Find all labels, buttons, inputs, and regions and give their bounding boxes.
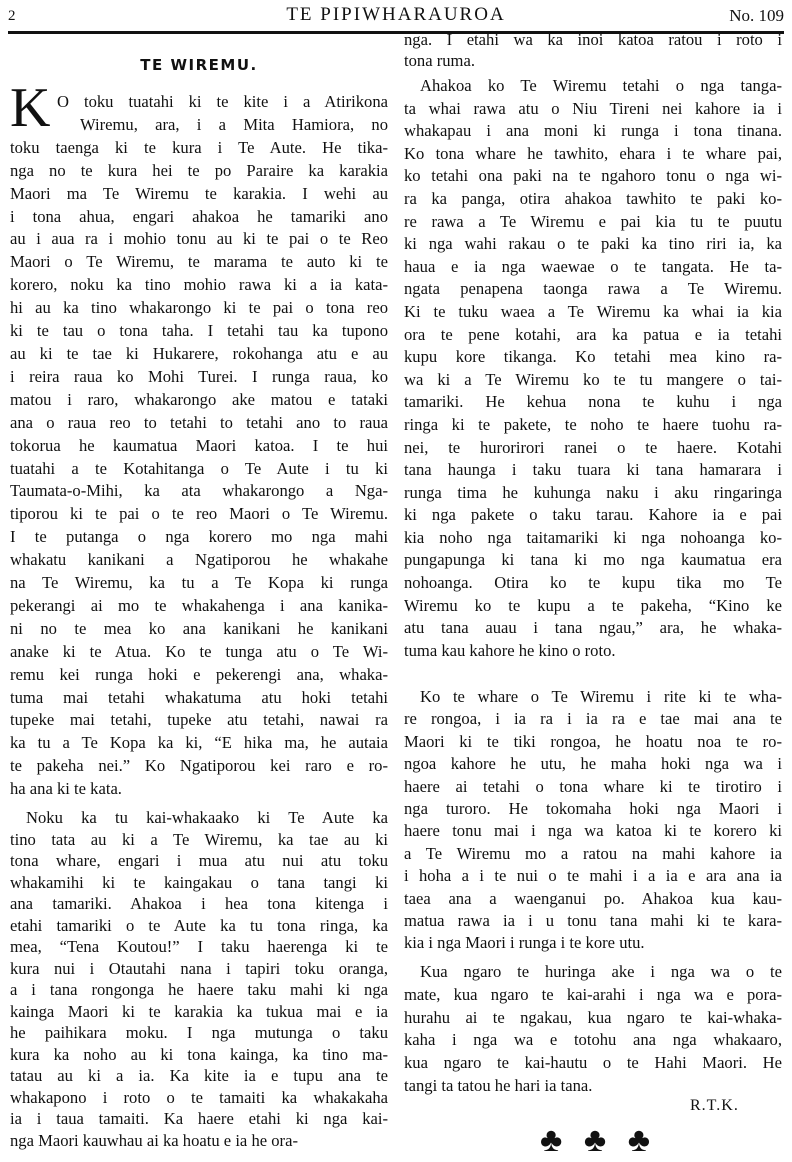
- right-paragraph-1: [404, 29, 782, 71]
- text-line: atu tana auau i tana ngau,” ara, he whaka-: [404, 618, 782, 638]
- text-line: tuma mai tetahi whakatuma atu hoki tetahi: [10, 687, 388, 707]
- text-line: whakapono i roto o te tamaiti ka whakakaha: [10, 1087, 388, 1107]
- text-line: Ko tona whare he tawhito, ehara i te whare pai,: [404, 143, 782, 163]
- page-number: 2: [8, 8, 17, 24]
- text-line: re rawa a Te Wiremu e pai kia tu te puutu: [404, 211, 782, 231]
- text-line: nga no te kura hei te po Paraire ka karakia: [10, 160, 388, 180]
- text-line: tatau au ki a ia. Ka kite ia e tupu ana te: [10, 1066, 388, 1085]
- text-line: runga tima he kuhunga naku i aku ringaringa: [404, 482, 782, 502]
- text-line: Ahakoa ko Te Wiremu tetahi o nga tanga-: [420, 76, 782, 95]
- text-line: ora te pene kotahi, ara ka patua e ia tetahi: [404, 324, 782, 344]
- text-line: haere tonu mai i nga wa katoa ki te korero ki: [404, 821, 782, 841]
- text-line: a i tana rongonga he haere taku mahi ki nga: [10, 980, 388, 999]
- text-line: whakamihi ki te kaingakau o tana tangi ki: [10, 872, 388, 892]
- text-line: Ko te whare o Te Wiremu i rite ki te wha-: [420, 687, 782, 706]
- text-line: Maori ma Te Wiremu te karakia. I wehi au: [10, 183, 388, 203]
- text-line: mate, kua ngaro te kai-arahi i nga wa e pora-: [404, 984, 782, 1004]
- text-line: Wiremu, ara, i a Mita Hamiora, no: [80, 114, 388, 134]
- text-line: kura ka noho au ki tona kainga, ka tino ma-: [10, 1044, 388, 1064]
- text-line: tino tata au ki a Te Wiremu, ka tae au ki: [10, 829, 388, 849]
- text-line: tona whare, engari i mua atu nui atu toku: [10, 851, 388, 870]
- text-line: i hoha a i te nui o te mahi i a ia e ara ana ia: [404, 866, 782, 886]
- text-line: haua e ia nga waewae o te tangata. He ta-: [404, 256, 782, 276]
- left-paragraph-2: [10, 807, 388, 1151]
- text-line: tuma kau kahore he kino o roto.: [404, 640, 616, 660]
- text-line: korero, noku ka tino mohio rawa ki a ia kata-: [10, 275, 388, 295]
- text-line: i tona ahua, engari ahakoa he tamariki ano: [10, 206, 388, 226]
- text-line: wa ki a Te Wiremu ko te tu mangere o tai-: [404, 369, 782, 389]
- text-line: ia i taua tamaiti. Ka haere etahi ki nga kai-: [10, 1109, 388, 1128]
- drop-cap: K: [10, 77, 51, 139]
- text-line: haere ai tetahi o tona whare ki te tirotiro i: [404, 776, 782, 796]
- newspaper-title: TE PIPIWHARAUROA: [286, 4, 506, 25]
- text-line: mea, “Tena Koutou!” I taku haerenga ki te: [10, 937, 388, 956]
- text-line: tangi ta tatou he hari ia tana.: [404, 1075, 593, 1095]
- text-line: kia noho nga taitamariki ki nga nohoanga ko-: [404, 527, 782, 547]
- text-line: Wiremu ko te kupu a te pakeha, “Kino ke: [404, 595, 782, 615]
- text-line: kua ngaro te kai-hautu o te Hahi Maori. He: [404, 1053, 782, 1073]
- text-line: Maori o Te Wiremu, te marama te auto ki te: [10, 252, 388, 272]
- text-line: kaha i nga wa e totohu ana nga whakaaro,: [404, 1030, 782, 1050]
- text-line: ka tu a Te Kopa ka ki, “E hika ma, he autaia: [10, 733, 388, 753]
- text-line: au i aua ra i mohio tonu au ki te pai o te Reo: [10, 229, 388, 249]
- text-line: re rongoa, i ia ra i ia ra e tae mai ana te: [404, 709, 782, 729]
- text-line: nga Maori kauwhau ai ka hoatu e ia he ora-: [10, 1130, 298, 1150]
- text-line: etahi tamariki o te Aute ka tu tona ringa, ka: [10, 915, 388, 935]
- text-line: matua rawa ia i u tonu tana mahi ki te kara-: [404, 911, 782, 931]
- text-line: tupeke mai tetahi, tupeke atu tetahi, nawai ra: [10, 710, 388, 730]
- text-line: whakapau i ana moni ki runga i tona tinana.: [404, 121, 782, 141]
- text-line: pungapunga ki tana ki mo nga kaumatua era: [404, 550, 782, 570]
- text-line: pekerangi ai mo te whakahenga i ana kanika-: [10, 595, 388, 615]
- text-line: i reira raua ko Mohi Turei. I runga raua, ko: [10, 366, 388, 386]
- text-line: nei, te hurorirori ranei o te haere. Kotahi: [404, 437, 782, 457]
- text-line: tamariki. He kehua nona te kuhu i nga: [404, 392, 782, 412]
- text-line: a Te Wiremu mo a ratou na mahi kahore ia: [404, 843, 782, 863]
- text-line: Ki te tuku waea a Te Wiremu ka whai ia kia: [404, 301, 782, 321]
- text-line: matou i raro, whakarongo ake matou e tataki: [10, 389, 388, 409]
- right-paragraph-3: [404, 686, 782, 955]
- text-line: au ki te tae ki Hukarere, rokohanga atu e au: [10, 343, 388, 363]
- text-line: tana haunga i taku tuara ki tana hamarara i: [404, 460, 782, 480]
- text-line: Kua ngaro te huringa ake i nga wa o te: [420, 962, 782, 981]
- text-line: nga. I etahi wa ka inoi katoa ratou i roto i: [404, 30, 782, 49]
- text-line: ko tetahi ona paki na te ngahoro tonu o nga wi-: [404, 166, 782, 186]
- issue-number: No. 109: [729, 6, 784, 25]
- text-line: nga turoro. He tokomaha hoki nga Maori i: [404, 799, 782, 819]
- text-line: anake ki te Atua. Ko te tunga atu o Te Wi-: [10, 641, 388, 661]
- text-line: ngoa kahore he utu, he maha hoki nga wa i: [404, 754, 782, 774]
- right-paragraph-2: [404, 75, 782, 662]
- text-line: kainga Maori ki te karakia ka tukua mai e ia: [10, 1001, 388, 1021]
- article-title: TE WIREMU.: [140, 56, 258, 74]
- text-line: na Te Wiremu, ka tu a Te Kopa ki runga: [10, 573, 388, 593]
- text-line: O toku tuatahi ki te kite i a Atirikona: [57, 92, 388, 111]
- text-line: ki te tau o tona taha. I tetahi tau ka tupono: [10, 321, 388, 341]
- text-line: tuatahi a te Kotahitanga o Te Aute i tu ki: [10, 458, 388, 478]
- text-line: Noku ka tu kai-whakaako ki Te Aute ka: [26, 808, 388, 827]
- text-line: tona ruma.: [404, 51, 475, 70]
- text-line: he paihikara moku. I nga mutunga o taku: [10, 1023, 388, 1042]
- signature: R.T.K.: [690, 1097, 739, 1114]
- text-line: toku taenga ki te kura i Te Aute. He tika-: [10, 137, 388, 157]
- right-paragraph-4: [404, 961, 782, 1098]
- text-line: ra ka panga, otira ahakoa tawhito te paki ko-: [404, 188, 782, 208]
- text-line: ki nga pakete o taku tarau. Kahore ia e pai: [404, 505, 782, 525]
- text-line: whakatu kanikani a Ngatiporou he whakahe: [10, 550, 388, 570]
- text-line: tokorua he kaumatua Maori katoa. I te hui: [10, 435, 388, 455]
- clover-icon: ♣: [583, 1122, 607, 1159]
- text-line: ringa ki te pakete, te noho te haere tuohu ra-: [404, 414, 782, 434]
- text-line: taea ana a waenganui po. Ahakoa kua kau-: [404, 888, 782, 908]
- text-line: ana tamariki. Ahakoa i hea tona kitenga i: [10, 894, 388, 913]
- text-line: ni no te mea ko ana kanikani he kanikani: [10, 618, 388, 638]
- text-line: remu kei runga hoki e pekerengi ana, whaka-: [10, 664, 388, 684]
- text-line: hi au ka tino whakarongo ki te pai o tona reo: [10, 298, 388, 318]
- text-line: ngata penapena taonga rawa a Te Wiremu.: [404, 279, 782, 299]
- text-line: nohoanga. Otira ko te kupu tika mo Te: [404, 573, 782, 593]
- text-line: tiporou ki te pai o te reo Maori o Te Wiremu.: [10, 504, 388, 524]
- clover-icon: ♣: [540, 1122, 563, 1159]
- text-line: ta whai rawa atu o Niu Tireni nei kahore ia i: [404, 98, 782, 118]
- text-line: kia i nga Maori i runga i te kore utu.: [404, 933, 645, 953]
- left-paragraph-1: [10, 91, 388, 801]
- text-line: ki nga wahi rakau o te paki ka tino riri ia, ka: [404, 234, 782, 254]
- clover-icon: ♣: [627, 1122, 650, 1159]
- text-line: Taumata-o-Mihi, ka ata whakarongo a Nga-: [10, 481, 388, 501]
- text-line: hurahu ai te ngakau, kua ngaro te kai-whaka-: [404, 1007, 782, 1027]
- text-line: kupu kore tikanga. Ko tetahi mea kino ra-: [404, 347, 782, 367]
- text-line: ana o raua reo to tetahi to tetahi ano to raua: [10, 412, 388, 432]
- text-line: I te putanga o nga korero mo nga mahi: [10, 527, 388, 547]
- text-line: te pakeha nei.” Ko Ngatiporou kei raro e ro-: [10, 756, 388, 776]
- ornament: [540, 1124, 650, 1158]
- text-line: ha ana ki te kata.: [10, 779, 122, 799]
- text-line: Maori ki te tiki rongoa, he hoatu noa te ro-: [404, 731, 782, 751]
- text-line: kura nui i Otautahi nana i tapiri toku oranga,: [10, 958, 388, 978]
